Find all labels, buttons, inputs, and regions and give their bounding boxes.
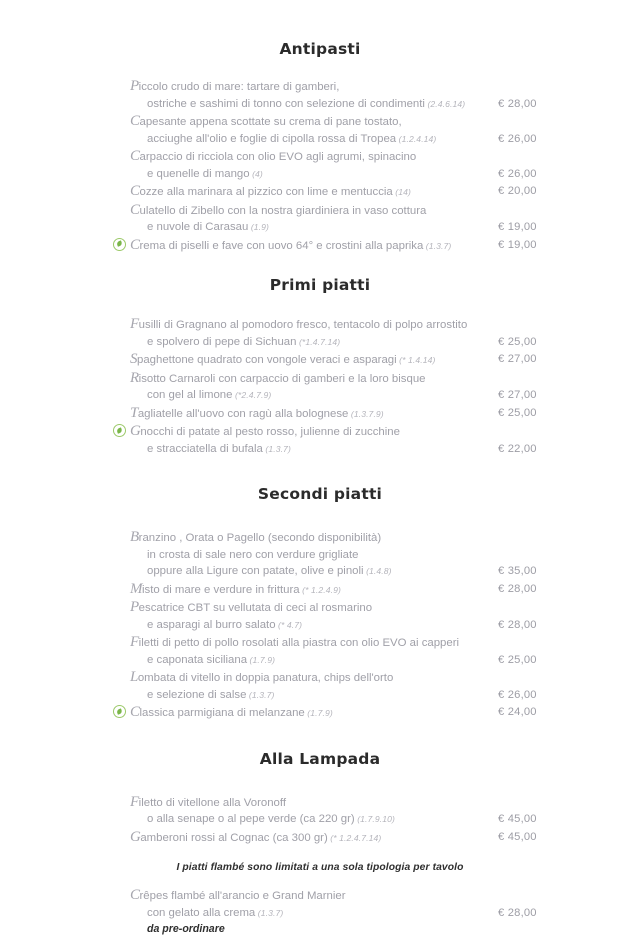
menu-item-price: € 25,00	[498, 653, 537, 666]
menu-item	[130, 829, 580, 847]
section-antipasti	[0, 78, 640, 254]
menu-item-text: nocchi di patate al pesto rosso, julienne di zucchine	[140, 426, 400, 438]
menu-item-text: arpaccio di ricciola con olio EVO agli agrumi, spinacino	[139, 151, 417, 163]
menu-item-price: € 19,00	[498, 221, 537, 233]
menu-item-price: € 35,00	[498, 565, 537, 577]
vegetarian-leaf-icon	[113, 424, 126, 437]
decorative-initial: C	[130, 887, 140, 903]
menu-item-name	[130, 113, 580, 131]
menu-item-description	[130, 131, 580, 148]
menu-item-name	[130, 704, 580, 722]
menu-item-price: € 26,00	[498, 688, 537, 701]
decorative-initial: C	[130, 183, 140, 199]
menu-item-text: ranzino , Orata o Pagello (secondo disponibilità)	[138, 532, 382, 544]
menu-item-text: oppure alla Ligure con patate, olive e pinoli	[147, 565, 364, 577]
menu-item	[130, 405, 580, 423]
allergen-codes: (* 1.4.14)	[396, 355, 436, 365]
menu-item-price: € 28,00	[498, 906, 537, 919]
section-alla-lampada	[0, 794, 640, 847]
menu-item	[130, 202, 580, 236]
menu-item-price: € 45,00	[498, 813, 537, 825]
menu-item-price: € 28,00	[498, 582, 537, 595]
menu-item-description	[130, 96, 580, 113]
menu-item-price: € 20,00	[498, 185, 537, 197]
allergen-codes: (4)	[249, 168, 263, 179]
menu-item-text: lassica parmigiana di melanzane	[139, 707, 305, 719]
menu-item-description	[130, 617, 580, 634]
menu-item-description	[130, 334, 580, 351]
menu-item-text: con gel al limone	[147, 389, 233, 401]
allergen-codes: (1.3.7)	[246, 689, 275, 700]
decorative-initial: G	[130, 828, 141, 845]
menu-item-name	[130, 669, 580, 687]
allergen-codes: (1.3.7.9)	[348, 408, 384, 419]
menu-item-text: e stracciatella di bufala	[147, 442, 263, 455]
menu-item-description	[130, 547, 580, 564]
menu-item-text: apesante appena scottate su crema di pane tostato,	[139, 116, 402, 128]
menu-item-price: € 26,00	[498, 167, 537, 180]
decorative-initial: S	[130, 351, 137, 367]
allergen-codes: (1.7.9.10)	[354, 814, 395, 824]
menu-item-name	[130, 183, 580, 201]
section-crepes	[0, 887, 640, 938]
menu-item-text: rema di piselli e fave con uovo 64° e crostini alla paprika	[139, 239, 424, 252]
allergen-codes: (1.4.8)	[363, 566, 392, 576]
menu-item-price: € 24,00	[498, 706, 537, 718]
section-heading-antipasti: Antipasti	[279, 40, 361, 58]
menu-item-text: acciughe all'olio e foglie di cipolla rossa di Tropea	[147, 132, 397, 145]
decorative-initial: F	[130, 634, 139, 650]
menu-item-description	[130, 811, 580, 828]
menu-page	[0, 40, 640, 945]
menu-item-text: usilli di Gragnano al pomodoro fresco, tentacolo di polpo arrostito	[138, 319, 468, 331]
allergen-codes: (1.9)	[248, 222, 269, 232]
menu-item-text: ozze alla marinara al pizzico con lime e mentuccia	[139, 186, 393, 198]
menu-item-name	[130, 581, 580, 599]
menu-item-description	[130, 387, 580, 404]
menu-item-text: iletti di petto di pollo rosolati alla piastra con olio EVO ai capperi	[138, 637, 460, 649]
menu-item-text: iletto di vitellone alla Voronoff	[138, 796, 287, 809]
menu-item-description	[130, 905, 580, 922]
menu-item-text: o alla senape o al pepe verde (ca 220 gr)	[147, 813, 355, 825]
menu-item-price: € 27,00	[498, 389, 537, 401]
decorative-initial: R	[130, 369, 139, 386]
allergen-codes: (1.7.9)	[247, 654, 276, 665]
flambe-note: I piatti flambé sono limitati a una sola tipologia per tavolo	[176, 862, 464, 873]
menu-item-price: € 26,00	[498, 132, 537, 145]
section-primi	[0, 316, 640, 457]
decorative-initial: M	[130, 580, 142, 597]
menu-item-text: isotto Carnaroli con carpaccio di gamberi e la loro bisque	[138, 372, 426, 385]
menu-item-name	[130, 316, 580, 334]
allergen-codes: (* 1.2.4.7.14)	[327, 832, 382, 843]
menu-item	[130, 113, 580, 147]
menu-item	[130, 316, 580, 350]
allergen-codes: (*2.4.7.9)	[232, 390, 272, 400]
menu-item-text: con gelato alla crema	[147, 906, 256, 919]
menu-item	[130, 634, 580, 668]
decorative-initial: C	[130, 113, 140, 129]
menu-item	[130, 704, 580, 722]
menu-item-text: ombata di vitello in doppia panatura, chips dell'orto	[137, 672, 394, 684]
allergen-codes: (*1.4.7.14)	[296, 336, 341, 347]
menu-item	[130, 351, 580, 369]
menu-item	[130, 78, 580, 112]
menu-item-text: amberoni rossi al Cognac (ca 300 gr)	[140, 831, 328, 844]
section-secondi	[0, 529, 640, 722]
section-heading-secondi: Secondi piatti	[257, 485, 383, 503]
menu-item-name	[130, 887, 580, 905]
menu-item-description	[130, 219, 580, 236]
menu-item-description	[130, 166, 580, 183]
decorative-initial: G	[130, 423, 141, 439]
decorative-initial: P	[130, 78, 139, 94]
menu-item-price: € 45,00	[498, 830, 537, 843]
pre-order-note	[130, 921, 580, 938]
menu-item-description	[130, 687, 580, 704]
menu-item-name	[130, 599, 580, 617]
allergen-codes: (1.7.9)	[304, 708, 333, 718]
allergen-codes: (1.3.7)	[255, 907, 284, 918]
menu-item	[130, 529, 580, 580]
menu-item-name	[130, 78, 580, 96]
allergen-codes: (* 1.2.4.9)	[299, 584, 341, 595]
allergen-codes: (1.3.7)	[423, 240, 452, 251]
allergen-codes: (2.4.6.14)	[424, 98, 466, 109]
menu-item	[130, 370, 580, 404]
decorative-initial: C	[130, 201, 140, 218]
menu-item-name	[130, 405, 580, 423]
decorative-initial: C	[130, 148, 140, 164]
menu-item-text: isto di mare e verdure in frittura	[142, 583, 300, 596]
menu-item-text: rêpes flambé all'arancio e Grand Marnier	[139, 890, 346, 902]
menu-item	[130, 423, 580, 457]
menu-item	[130, 237, 580, 255]
menu-item	[130, 581, 580, 599]
menu-item-text: ostriche e sashimi di tonno con selezione di condimenti	[147, 97, 425, 110]
menu-item-text: in crosta di sale nero con verdure grigliate	[147, 548, 359, 561]
menu-item-text: e asparagi al burro salato	[147, 618, 276, 631]
menu-item-text: iccolo crudo di mare: tartare di gamberi,	[138, 81, 340, 93]
pre-order-note-text: da pre-ordinare	[147, 923, 225, 935]
menu-item-price: € 22,00	[498, 442, 537, 455]
menu-item-price: € 28,00	[498, 97, 537, 110]
section-heading-alla-lampada: Alla Lampada	[259, 749, 381, 768]
menu-item	[130, 794, 580, 828]
menu-item-name	[130, 794, 580, 812]
allergen-codes: (1.2.4.14)	[396, 133, 437, 144]
menu-item	[130, 599, 580, 633]
menu-item-price: € 25,00	[498, 335, 537, 348]
decorative-initial: C	[130, 236, 140, 253]
menu-item-name	[130, 237, 580, 255]
menu-item	[130, 183, 580, 201]
menu-item-name	[130, 370, 580, 388]
section-heading-primi: Primi piatti	[269, 276, 371, 294]
menu-item	[130, 887, 580, 938]
menu-item-name	[130, 423, 580, 441]
menu-item-price: € 25,00	[498, 406, 537, 419]
menu-item-text: e quenelle di mango	[147, 167, 250, 180]
menu-item-description	[130, 441, 580, 458]
menu-item	[130, 669, 580, 703]
menu-item-text: ulatello di Zibello con la nostra giardiniera in vaso cottura	[139, 204, 427, 217]
menu-item-text: e spolvero di pepe di Sichuan	[147, 335, 297, 348]
menu-item-description	[130, 652, 580, 669]
menu-item-text: e caponata siciliana	[147, 653, 248, 666]
decorative-initial: F	[130, 316, 139, 332]
menu-item-text: paghettone quadrato con vongole veraci e asparagi	[137, 354, 397, 366]
allergen-codes: (1.3.7)	[262, 443, 291, 454]
allergen-codes: (14)	[392, 187, 411, 197]
menu-item-name	[130, 351, 580, 369]
menu-item	[130, 148, 580, 182]
decorative-initial: B	[130, 529, 139, 545]
menu-item-description	[130, 563, 580, 580]
menu-item-name	[130, 634, 580, 652]
allergen-codes: (* 4.7)	[275, 619, 303, 630]
menu-item-name	[130, 829, 580, 847]
decorative-initial: F	[130, 793, 139, 810]
menu-item-name	[130, 529, 580, 547]
vegetarian-leaf-icon	[113, 705, 126, 718]
decorative-initial: T	[130, 404, 138, 421]
menu-item-price: € 28,00	[498, 618, 537, 631]
menu-item-name	[130, 148, 580, 166]
decorative-initial: P	[130, 599, 139, 615]
menu-item-text: e nuvole di Carasau	[147, 221, 249, 233]
menu-item-text: agliatelle all'uovo con ragù alla bolognese	[137, 407, 349, 420]
menu-item-text: escatrice CBT su vellutata di ceci al rosmarino	[138, 602, 373, 614]
menu-item-price: € 27,00	[498, 353, 537, 365]
menu-item-text: e selezione di salse	[147, 688, 247, 701]
menu-item-name	[130, 202, 580, 220]
decorative-initial: L	[130, 669, 138, 685]
menu-item-price: € 19,00	[498, 238, 537, 251]
vegetarian-leaf-icon	[113, 238, 126, 251]
decorative-initial: C	[130, 704, 140, 720]
